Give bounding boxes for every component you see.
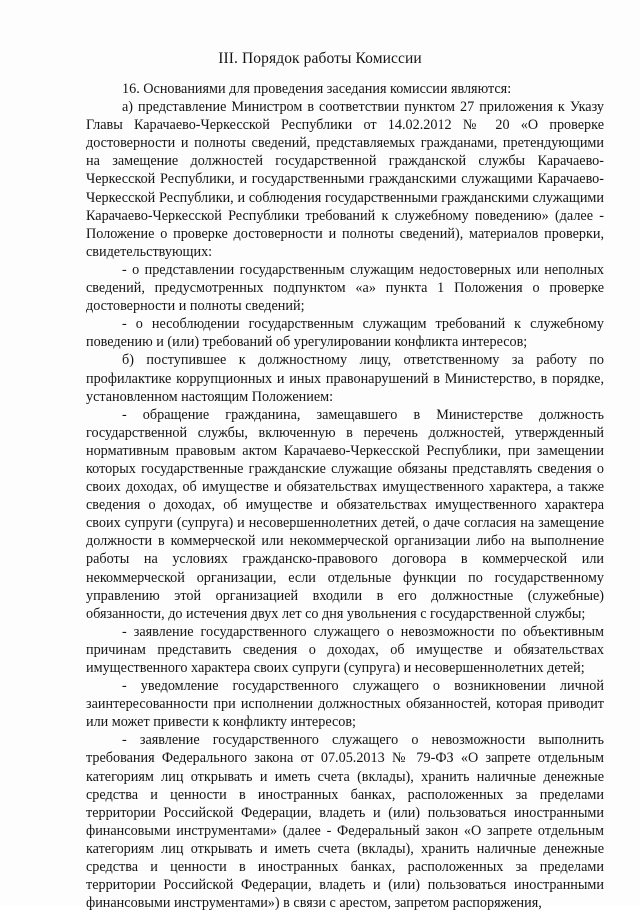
document-body <box>86 80 604 912</box>
paragraph-bullet-false-information: - о представлении государственным служащим недостоверных или неполных сведений, предусмотренных подпунктом «а» пункта 1 Положения о проверке достоверности и полноты сведений; <box>86 261 604 315</box>
paragraph-bullet-income-statement-impossibility: - заявление государственного служащего о невозможности по объективным причинам представить сведения о доходах, об имуществе и обязательствах имущественного характера своих супруги (супруга) и несовершеннолетних детей; <box>86 623 604 676</box>
paragraph-bullet-conduct-violation: - о несоблюдении государственным служащим требований к служебному поведению и (или) требований об урегулировании конфликта интересов; <box>86 316 604 351</box>
section-title: III. Порядок работы Комиссии <box>218 50 422 67</box>
paragraph-b-received-documents: б) поступившее к должностному лицу, ответственному за работу по профилактике коррупционных и иных правонарушений в Министерство, в порядке, установленном настоящим Положением: <box>86 352 604 405</box>
paragraph-bullet-foreign-accounts: - заявление государственного служащего о невозможности выполнить требования Федерального закона от 07.05.2013 № 79-ФЗ «О запрете отдельным категориям лиц открывать и иметь счета (вклады), хранить наличные денежные средства и ценности в иностранных банках, расположенных за пределами территории Российской Федерации, владеть и (или) пользоваться иностранными финансовыми инструментами» (далее - Федеральный закон «О запрете отдельным категориям лиц открывать и иметь счета (вклады), хранить наличные денежные средства и ценности в иностранных банках, расположенных за пределами территории Российской Федерации, владеть и (или) пользоваться иностранными финансовыми инструментами») в связи с арестом, запретом распоряжения, <box>86 732 604 912</box>
paragraph-a-minister-submission: а) представление Министром в соответствии пунктом 27 приложения к Указу Главы Карачаево-Черкесской Республики от 14.02.2012 № 20 «О проверке достоверности и полноты сведений, представляемых гражданами, претендующими на замещение должностей государственной гражданской службы Карачаево-Черкесской Республики, и государственными гражданскими служащими Карачаево-Черкесской Республики, и соблюдения государственными гражданскими служащими Карачаево-Черкесской Республики требований к служебному поведению» (далее - Положение о проверке достоверности и полноты сведений), материалов проверки, свидетельствующих: <box>86 99 604 260</box>
paragraph-16-intro: 16. Основаниями для проведения заседания комиссии являются: <box>122 81 512 97</box>
paragraph-bullet-conflict-notification: - уведомление государственного служащего о возникновении личной заинтересованности при исполнении должностных обязанностей, которая приводит или может привести к конфликту интересов; <box>86 678 604 731</box>
paragraph-bullet-citizen-appeal: - обращение гражданина, замещавшего в Министерстве должность государственной службы, включенную в перечень должностей, утвержденный нормативным правовым актом Карачаево-Черкесской Республики, при замещении которых государственные гражданские служащие обязаны представлять сведения о своих доходах, об имуществе и обязательствах имущественного характера, а также сведения о доходах, об имуществе и обязательствах имущественного характера своих супруги (супруга) и несовершеннолетних детей, о даче согласия на замещение должности в коммерческой или некоммерческой организации либо на выполнение работы на условиях гражданско-правового договора в коммерческой или некоммерческой организации, если отдельные функции по государственному управлению этой организацией входили в его должностные (служебные) обязанности, до истечения двух лет со дня увольнения с государственной службы; <box>86 406 604 622</box>
